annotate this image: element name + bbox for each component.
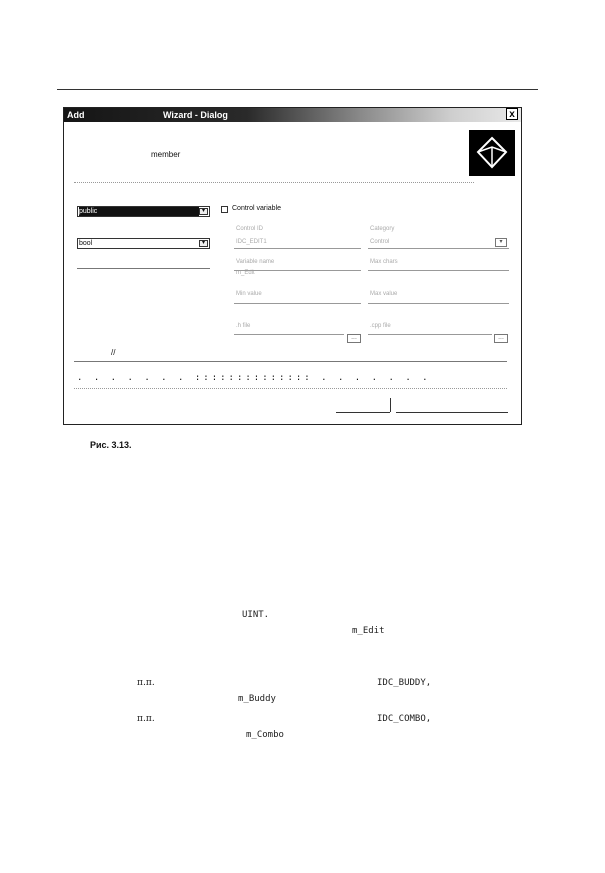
chevron-down-icon[interactable]: ▾: [495, 238, 507, 247]
body-text-m-edit: m_Edit: [352, 626, 385, 636]
wizard-dialog: [63, 107, 522, 425]
body-text-idc-buddy: IDC_BUDDY,: [377, 678, 432, 688]
title-bar[interactable]: [64, 108, 521, 122]
button-separator: [390, 398, 391, 412]
variable-name-field[interactable]: [77, 268, 210, 269]
control-id-label: Control ID: [236, 226, 264, 232]
cpp-file-label: .cpp file: [370, 323, 391, 329]
cpp-file-browse-button[interactable]: ...: [494, 334, 508, 343]
min-value-label: Min value: [236, 291, 262, 297]
footer-separator: [74, 388, 507, 389]
body-text-pp-2: п.п.: [137, 714, 155, 724]
body-text-m-buddy: m_Buddy: [238, 694, 276, 704]
body-text-pp-1: п.п.: [137, 678, 155, 688]
top-rule: [57, 89, 538, 90]
title-left: Add: [67, 110, 85, 120]
h-file-browse-button[interactable]: ...: [347, 334, 361, 343]
wizard-logo-icon: [469, 130, 515, 176]
header-separator: [74, 182, 474, 183]
h-file-label: .h file: [236, 323, 251, 329]
body-text-idc-combo: IDC_COMBO,: [377, 714, 432, 724]
variable-type-value: bool: [79, 240, 93, 247]
finish-button[interactable]: [336, 412, 390, 413]
cancel-button[interactable]: [396, 412, 508, 413]
category-label: Category: [370, 226, 395, 232]
max-value-field[interactable]: [368, 303, 509, 304]
close-icon[interactable]: x: [506, 108, 518, 120]
variable-name-input[interactable]: [234, 270, 361, 271]
dialog-title: Wizard - Dialog: [163, 110, 228, 120]
control-variable-checkbox[interactable]: [221, 206, 228, 213]
max-value-label: Max value: [370, 291, 398, 297]
category-field[interactable]: [368, 248, 509, 249]
comment-prefix: //: [111, 348, 116, 357]
min-value-field[interactable]: [234, 303, 361, 304]
body-text-uint: UINT.: [242, 610, 270, 620]
max-chars-label: Max chars: [370, 259, 398, 265]
chevron-down-icon[interactable]: ▾: [199, 208, 208, 215]
figure-caption: Рис. 3.13.: [90, 440, 132, 450]
variable-name-label: Variable name: [236, 259, 275, 265]
cpp-file-field[interactable]: [368, 334, 492, 335]
h-file-field[interactable]: [234, 334, 344, 335]
max-chars-field[interactable]: [368, 270, 509, 271]
control-variable-label: Control variable: [232, 205, 282, 212]
chevron-down-icon[interactable]: ▾: [199, 240, 208, 247]
category-value: Control: [370, 239, 390, 245]
variable-name-value: m_Edit: [236, 270, 255, 276]
control-id-field[interactable]: [234, 248, 361, 249]
body-text-m-combo: m_Combo: [246, 730, 284, 740]
variable-type-combo[interactable]: [77, 238, 210, 249]
header-label: member: [151, 150, 181, 159]
access-combo[interactable]: [77, 206, 210, 217]
access-value: public: [79, 207, 199, 216]
control-id-value: IDC_EDIT1: [236, 239, 267, 245]
comment-field[interactable]: [74, 361, 507, 362]
dots-row: . . . . . . . :::::::::::::: . . . . . . .: [77, 373, 431, 383]
